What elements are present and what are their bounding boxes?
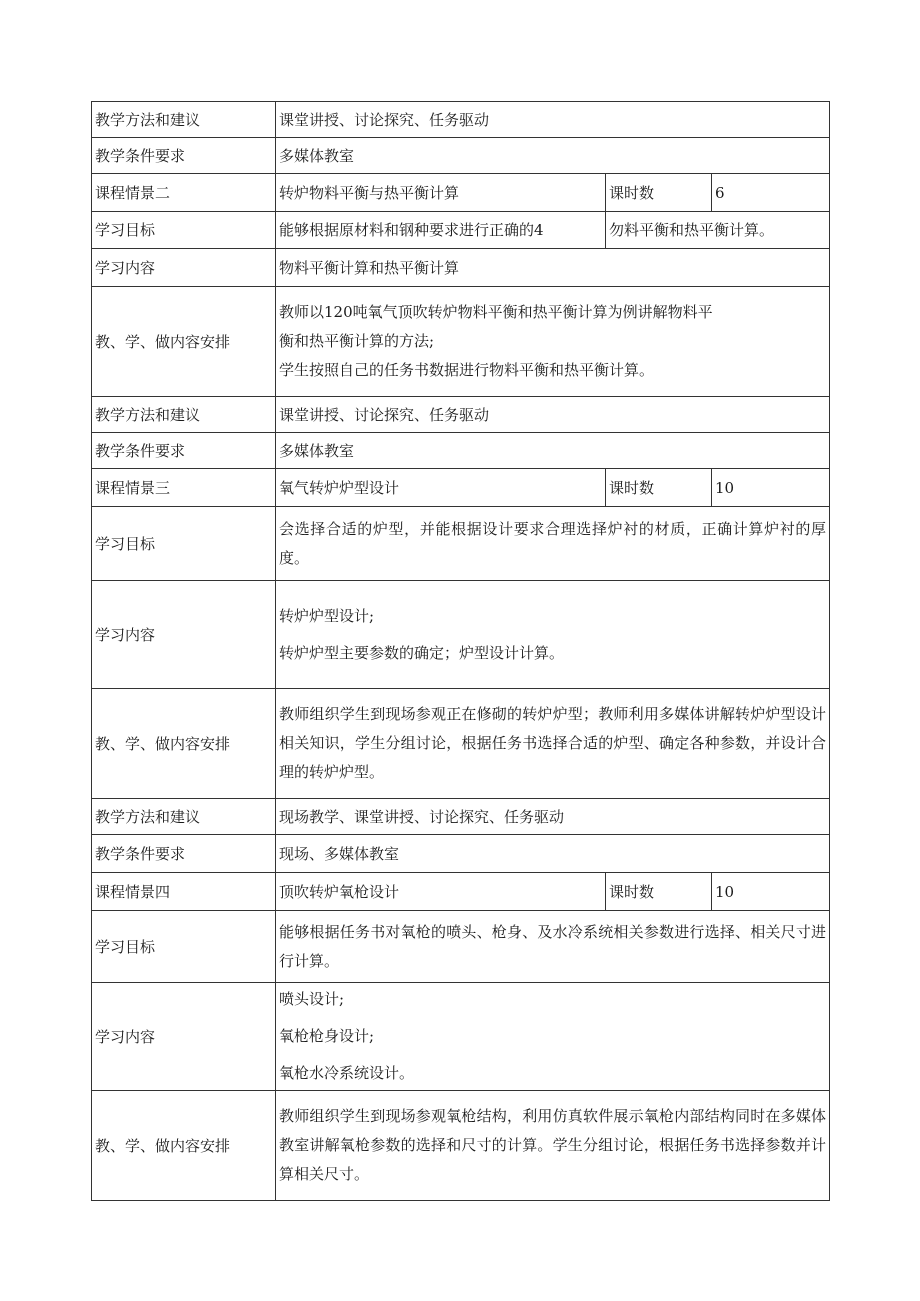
row-value — [276, 911, 830, 983]
hours-value: 10 — [712, 469, 830, 507]
table-row — [92, 249, 830, 287]
table-row — [92, 469, 830, 507]
row-value — [276, 287, 830, 397]
row-label: 教、学、做内容安排 — [92, 1091, 276, 1201]
row-label: 学习内容 — [92, 581, 276, 689]
row-value: 现场、多媒体教室 — [276, 835, 830, 873]
table-row — [92, 397, 830, 433]
row-label: 课程情景三 — [92, 469, 276, 507]
row-label: 教学条件要求 — [92, 835, 276, 873]
paragraph-text: 能够根据任务书对氧枪的喷头、枪身、及水冷系统相关参数进行选择、相关尺寸进行计算。 — [279, 922, 827, 970]
row-label: 教学方法和建议 — [92, 397, 276, 433]
paragraph-line: 喷头设计; — [279, 990, 345, 1008]
paragraph-line: 教师以120吨氧气顶吹转炉物料平衡和热平衡计算为例讲解物料平 — [279, 303, 713, 321]
row-label: 教、学、做内容安排 — [92, 689, 276, 799]
table-row — [92, 507, 830, 581]
row-label: 教学条件要求 — [92, 433, 276, 469]
table-row — [92, 102, 830, 138]
table-row — [92, 581, 830, 689]
row-value — [276, 983, 830, 1091]
table-row — [92, 873, 830, 911]
row-value: 多媒体教室 — [276, 433, 830, 469]
course-plan-table — [91, 101, 830, 1201]
row-value: 课堂讲授、讨论探究、任务驱动 — [276, 397, 830, 433]
row-label: 课程情景四 — [92, 873, 276, 911]
row-value: 课堂讲授、讨论探究、任务驱动 — [276, 102, 830, 138]
paragraph-line: 氧枪枪身设计; — [279, 1027, 375, 1045]
row-label: 教、学、做内容安排 — [92, 287, 276, 397]
table-row — [92, 138, 830, 174]
table-row — [92, 287, 830, 397]
row-label: 学习目标 — [92, 212, 276, 249]
paragraph-text: 教师组织学生到现场参观氧枪结构，利用仿真软件展示氧枪内部结构同时在多媒体教室讲解氧枪参数的选择和尺寸的计算。学生分组讨论，根据任务书选择参数并计算相关尺寸。 — [279, 1107, 827, 1183]
row-value: 多媒体教室 — [276, 138, 830, 174]
paragraph-line: 转炉炉型主要参数的确定；炉型设计计算。 — [279, 643, 565, 662]
paragraph-text: 教师组织学生到现场参观正在修砌的转炉炉型；教师利用多媒体讲解转炉炉型设计相关知识，学生分组讨论，根据任务书选择合适的炉型、确定各种参数，并设计合理的转炉炉型。 — [279, 705, 827, 781]
row-label: 学习内容 — [92, 983, 276, 1091]
row-value — [276, 581, 830, 689]
table-row — [92, 174, 830, 212]
hours-label: 课时数 — [606, 469, 712, 507]
table-row — [92, 212, 830, 249]
row-value: 能够根据原材料和钢种要求进行正确的4 — [276, 212, 606, 249]
paragraph-line: 衡和热平衡计算的方法; — [279, 332, 435, 350]
row-value-continued: 勿料平衡和热平衡计算。 — [606, 212, 830, 249]
row-value: 顶吹转炉氧枪设计 — [276, 873, 606, 911]
row-label: 学习目标 — [92, 911, 276, 983]
table-row — [92, 835, 830, 873]
row-label: 教学条件要求 — [92, 138, 276, 174]
paragraph-line: 学生按照自己的任务书数据进行物料平衡和热平衡计算。 — [279, 361, 655, 379]
row-label: 学习目标 — [92, 507, 276, 581]
row-value — [276, 1091, 830, 1201]
row-value: 现场教学、课堂讲授、讨论探究、任务驱动 — [276, 799, 830, 835]
paragraph-text: 会选择合适的炉型，并能根据设计要求合理选择炉衬的材质，正确计算炉衬的厚度。 — [279, 519, 827, 567]
row-label: 教学方法和建议 — [92, 102, 276, 138]
table-row — [92, 1091, 830, 1201]
row-value: 物料平衡计算和热平衡计算 — [276, 249, 830, 287]
row-label: 学习内容 — [92, 249, 276, 287]
row-value: 转炉物料平衡与热平衡计算 — [276, 174, 606, 212]
paragraph-line: 转炉炉型设计; — [279, 606, 375, 625]
table-row — [92, 911, 830, 983]
table-row — [92, 433, 830, 469]
row-value — [276, 507, 830, 581]
hours-value: 6 — [712, 174, 830, 212]
table-row — [92, 689, 830, 799]
row-value — [276, 689, 830, 799]
table-row — [92, 799, 830, 835]
row-label: 课程情景二 — [92, 174, 276, 212]
row-value: 氧气转炉炉型设计 — [276, 469, 606, 507]
row-label: 教学方法和建议 — [92, 799, 276, 835]
table-row — [92, 983, 830, 1091]
paragraph-line: 氧枪水冷系统设计。 — [279, 1064, 415, 1082]
hours-value: 10 — [712, 873, 830, 911]
hours-label: 课时数 — [606, 174, 712, 212]
hours-label: 课时数 — [606, 873, 712, 911]
